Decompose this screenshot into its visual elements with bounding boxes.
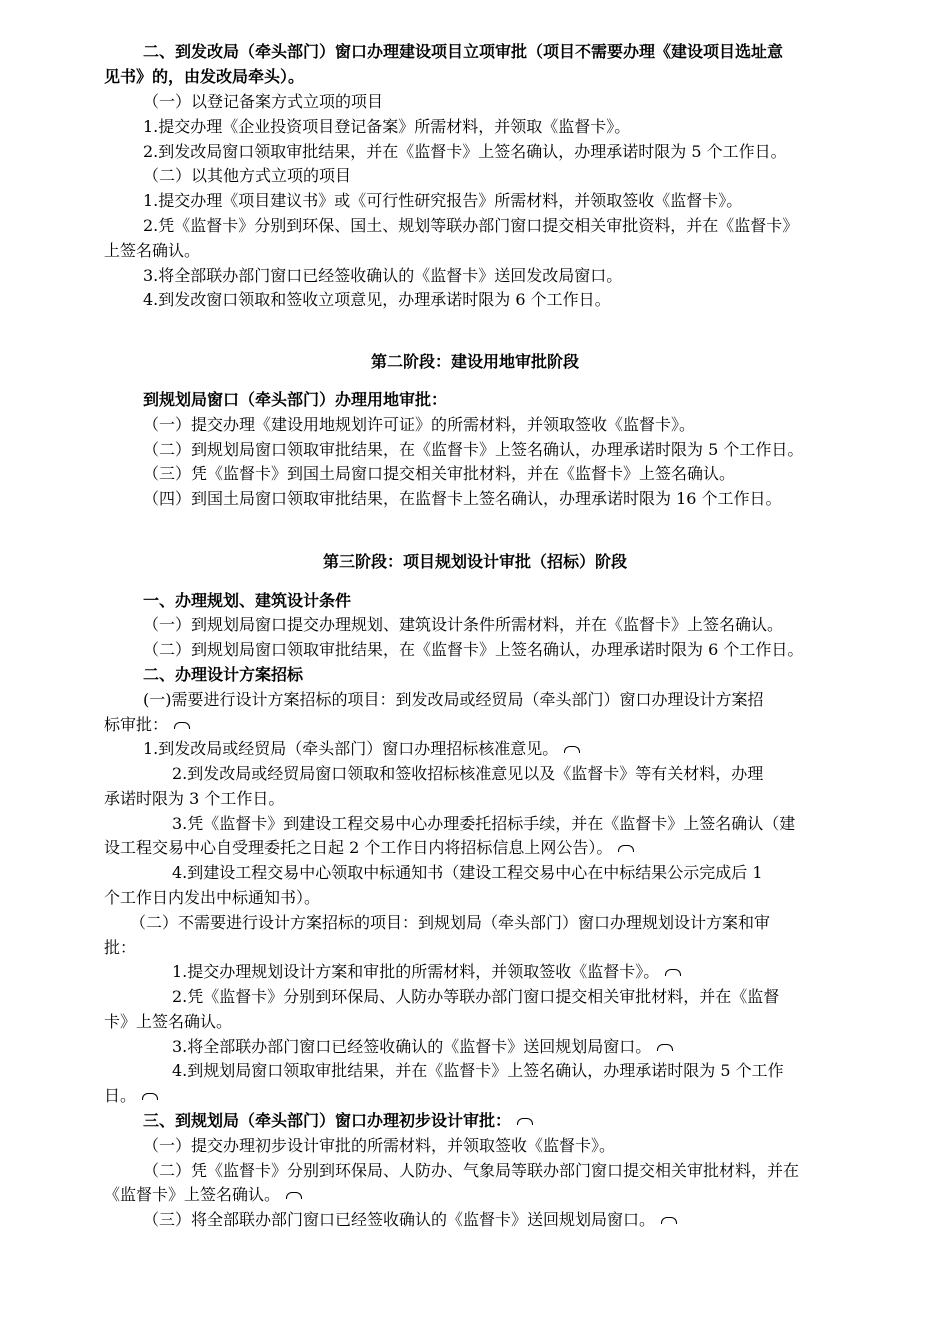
list-item: 4.到规划局窗口领取审批结果，并在《监督卡》上签名确认，办理承诺时限为 5 个工作 bbox=[172, 1061, 784, 1080]
section-heading: 二、到发改局（牵头部门）窗口办理建设项目立项审批（项目不需要办理《建设项目选址意 bbox=[143, 42, 784, 61]
subheading-cont: 标审批： bbox=[104, 713, 950, 737]
list-item: 3.将全部联办部门窗口已经签收确认的《监督卡》送回规划局窗口。 bbox=[172, 1035, 950, 1059]
list-item: 1.到发改局或经贸局（牵头部门）窗口办理招标核准意见。 bbox=[143, 737, 950, 761]
list-item: 2.凭《监督卡》分别到环保局、人防办等联办部门窗口提交相关审批材料，并在《监督 bbox=[172, 987, 780, 1006]
section-heading-cont: 见书》的，由发改局牵头）。 bbox=[104, 67, 305, 86]
list-item: （三）凭《监督卡》到国土局窗口提交相关审批材料，并在《监督卡》上签名确认。 bbox=[143, 464, 736, 483]
list-item: 4.到发改窗口领取和签收立项意见，办理承诺时限为 6 个工作日。 bbox=[143, 290, 611, 309]
subheading: (一)需要进行设计方案招标的项目：到发改局或经贸局（牵头部门）窗口办理设计方案招 bbox=[143, 690, 764, 709]
list-item: 2.到发改局或经贸局窗口领取和签收招标核准意见以及《监督卡》等有关材料，办理 bbox=[172, 764, 764, 783]
list-item-cont: 承诺时限为 3 个工作日。 bbox=[104, 789, 285, 808]
list-item: （二）凭《监督卡》分别到环保局、人防办、气象局等联办部门窗口提交相关审批材料，并在 bbox=[143, 1161, 800, 1180]
list-item: （一）到规划局窗口提交办理规划、建筑设计条件所需材料，并在《监督卡》上签名确认。 bbox=[143, 615, 784, 634]
section-heading: 到规划局窗口（牵头部门）办理用地审批： bbox=[143, 390, 448, 409]
list-item-cont: 上签名确认。 bbox=[104, 241, 201, 260]
list-item-cont: 日。 bbox=[104, 1084, 950, 1108]
section-heading: 一、办理规划、建筑设计条件 bbox=[143, 591, 352, 610]
list-item: （二）到规划局窗口领取审批结果，在《监督卡》上签名确认，办理承诺时限为 6 个工作日。 bbox=[143, 640, 804, 659]
edit-mark-icon bbox=[665, 969, 681, 976]
list-item: 1.提交办理《企业投资项目登记备案》所需材料，并领取《监督卡》。 bbox=[143, 117, 631, 136]
list-item-cont: 《监督卡》上签名确认。 bbox=[104, 1183, 950, 1207]
stage-title: 第三阶段：项目规划设计审批（招标）阶段 bbox=[322, 552, 627, 571]
list-item: 1.提交办理《项目建议书》或《可行性研究报告》所需材料，并领取签收《监督卡》。 bbox=[143, 191, 743, 210]
edit-mark-icon bbox=[661, 1217, 677, 1224]
list-item-cont: 卡》上签名确认。 bbox=[104, 1012, 233, 1031]
edit-mark-icon bbox=[618, 845, 634, 852]
subheading: （二）不需要进行设计方案招标的项目：到规划局（牵头部门）窗口办理规划设计方案和审 bbox=[130, 913, 771, 932]
list-item: 2.到发改局窗口领取审批结果，并在《监督卡》上签名确认，办理承诺时限为 5 个工作日。 bbox=[143, 142, 787, 161]
list-item: （四）到国土局窗口领取审批结果，在监督卡上签名确认，办理承诺时限为 16 个工作日。 bbox=[143, 489, 782, 508]
edit-mark-icon bbox=[174, 722, 190, 729]
subheading: （一）以登记备案方式立项的项目 bbox=[143, 92, 384, 111]
list-item: 2.凭《监督卡》分别到环保、国土、规划等联办部门窗口提交相关审批资料，并在《监督卡》 bbox=[143, 216, 799, 235]
list-item: （二）到规划局窗口领取审批结果，在《监督卡》上签名确认，办理承诺时限为 5 个工作日。 bbox=[143, 440, 804, 459]
section-heading: 三、到规划局（牵头部门）窗口办理初步设计审批： bbox=[143, 1109, 950, 1133]
edit-mark-icon bbox=[142, 1093, 158, 1100]
edit-mark-icon bbox=[517, 1118, 533, 1125]
list-item-cont: 个工作日内发出中标通知书）。 bbox=[104, 888, 321, 907]
subheading-cont: 批： bbox=[104, 938, 137, 957]
edit-mark-icon bbox=[657, 1044, 673, 1051]
list-item: 4.到建设工程交易中心领取中标通知书（建设工程交易中心在中标结果公示完成后 1 bbox=[172, 863, 763, 882]
stage-title: 第二阶段：建设用地审批阶段 bbox=[370, 352, 579, 371]
edit-mark-icon bbox=[564, 746, 580, 753]
subheading: （二）以其他方式立项的项目 bbox=[143, 166, 352, 185]
list-item: （三）将全部联办部门窗口已经签收确认的《监督卡》送回规划局窗口。 bbox=[143, 1208, 950, 1232]
list-item: （一）提交办理《建设用地规划许可证》的所需材料，并领取签收《监督卡》。 bbox=[143, 415, 696, 434]
section-heading: 二、办理设计方案招标 bbox=[143, 665, 304, 684]
edit-mark-icon bbox=[286, 1192, 302, 1199]
list-item: （一）提交办理初步设计审批的所需材料，并领取签收《监督卡》。 bbox=[143, 1136, 616, 1155]
list-item: 1.提交办理规划设计方案和审批的所需材料，并领取签收《监督卡》。 bbox=[172, 960, 950, 984]
list-item-cont: 设工程交易中心自受理委托之日起 2 个工作日内将招标信息上网公告）。 bbox=[104, 836, 950, 860]
list-item: 3.将全部联办部门窗口已经签收确认的《监督卡》送回发改局窗口。 bbox=[143, 266, 623, 285]
list-item: 3.凭《监督卡》到建设工程交易中心办理委托招标手续，并在《监督卡》上签名确认（建 bbox=[172, 814, 796, 833]
